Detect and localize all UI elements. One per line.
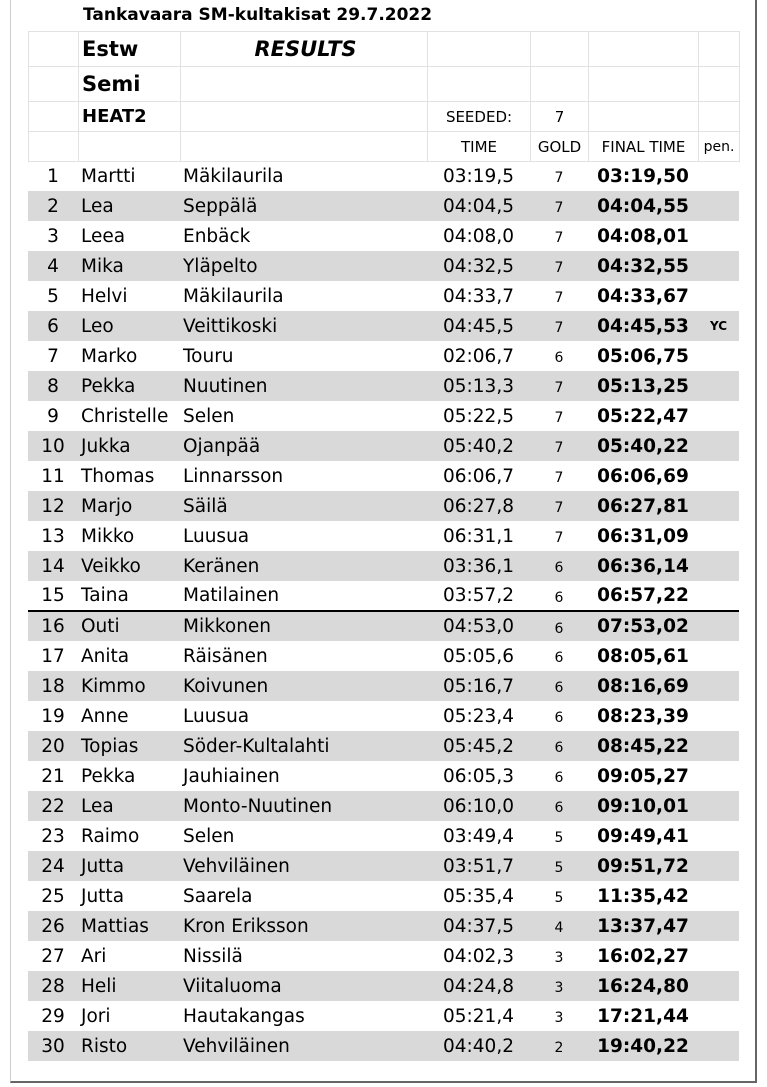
- place-cell: 15: [28, 581, 78, 611]
- first-name-cell: Martti: [81, 165, 136, 187]
- seeded-value: 7: [531, 102, 589, 132]
- category-label: Estw: [79, 32, 181, 67]
- first-name-cell: Mikko: [81, 525, 135, 547]
- last-name-cell: Touru: [183, 345, 234, 367]
- header-cell: [589, 67, 699, 102]
- place-cell: 13: [41, 525, 65, 547]
- place-cell: 14: [28, 551, 78, 581]
- header-cell: [589, 32, 699, 67]
- last-name-cell: Keränen: [180, 551, 427, 581]
- final-time-cell: 03:19,50: [597, 165, 689, 187]
- last-name-cell: Jauhiainen: [183, 765, 280, 787]
- first-name-cell: Pekka: [78, 371, 180, 401]
- gold-cell: 6: [554, 350, 564, 366]
- table-row: [28, 371, 739, 401]
- final-time-cell: 11:35,42: [597, 885, 689, 907]
- table-row: [28, 941, 739, 971]
- place-cell: 5: [47, 285, 59, 307]
- place-cell: 21: [41, 765, 65, 787]
- penalty-cell: YC: [698, 311, 739, 341]
- header-cell: [29, 132, 79, 162]
- table-row: [28, 821, 739, 851]
- header-cell: [531, 67, 589, 102]
- column-header-final-time: FINAL TIME: [589, 132, 699, 162]
- final-time-cell: 09:05,27: [597, 765, 689, 787]
- penalty-cell: [698, 221, 739, 251]
- place-cell: 28: [28, 971, 78, 1001]
- last-name-cell: Veittikoski: [180, 311, 427, 341]
- time-cell: 06:06,7: [443, 465, 514, 487]
- penalty-cell: [698, 521, 739, 551]
- first-name-cell: Marko: [81, 345, 138, 367]
- final-time-cell: 17:21,44: [597, 1005, 689, 1027]
- table-row: [28, 1031, 739, 1061]
- penalty-cell: [698, 401, 739, 431]
- table-row: [28, 251, 739, 281]
- header-cell: [699, 102, 740, 132]
- final-time-cell: 06:57,22: [588, 581, 698, 611]
- penalty-cell: [698, 911, 739, 941]
- table-row: [28, 281, 739, 311]
- place-cell: 12: [28, 491, 78, 521]
- place-cell: 24: [28, 851, 78, 881]
- first-name-cell: Mattias: [78, 911, 180, 941]
- penalty-cell: [698, 1001, 739, 1031]
- time-cell: 03:49,4: [443, 825, 514, 847]
- time-cell: 03:51,7: [427, 851, 530, 881]
- header-table: [28, 31, 740, 162]
- first-name-cell: Lea: [78, 791, 180, 821]
- gold-cell: 3: [554, 950, 564, 966]
- penalty-cell: [698, 641, 739, 671]
- seeded-label: SEEDED:: [428, 102, 531, 132]
- final-time-cell: 09:51,72: [588, 851, 698, 881]
- final-time-cell: 07:53,02: [588, 611, 698, 641]
- penalty-cell: [698, 941, 739, 971]
- time-cell: 02:06,7: [443, 345, 514, 367]
- last-name-cell: Selen: [183, 405, 235, 427]
- first-name-cell: Leea: [81, 225, 126, 247]
- time-cell: 04:53,0: [427, 611, 530, 641]
- last-name-cell: Matilainen: [180, 581, 427, 611]
- gold-cell: 7: [554, 290, 564, 306]
- table-row: [28, 761, 739, 791]
- gold-cell: 6: [554, 650, 564, 666]
- final-time-cell: 16:24,80: [588, 971, 698, 1001]
- last-name-cell: Selen: [183, 825, 235, 847]
- table-row: [28, 881, 739, 911]
- table-row: [28, 311, 739, 341]
- gold-cell: 7: [530, 191, 588, 221]
- first-name-cell: Leo: [78, 311, 180, 341]
- penalty-cell: [698, 851, 739, 881]
- first-name-cell: Pekka: [81, 765, 136, 787]
- penalty-cell: [698, 281, 739, 311]
- first-name-cell: Kimmo: [78, 671, 180, 701]
- final-time-cell: 05:40,22: [588, 431, 698, 461]
- gold-cell: 7: [530, 431, 588, 461]
- place-cell: 6: [28, 311, 78, 341]
- time-cell: 04:04,5: [427, 191, 530, 221]
- last-name-cell: Ojanpää: [180, 431, 427, 461]
- final-time-cell: 13:37,47: [588, 911, 698, 941]
- column-header-time: TIME: [428, 132, 531, 162]
- penalty-cell: [698, 371, 739, 401]
- gold-cell: 7: [530, 251, 588, 281]
- gold-cell: 6: [530, 731, 588, 761]
- first-name-cell: Raimo: [81, 825, 140, 847]
- final-time-cell: 19:40,22: [588, 1031, 698, 1061]
- first-name-cell: Risto: [78, 1031, 180, 1061]
- final-time-cell: 06:06,69: [597, 465, 689, 487]
- penalty-cell: [698, 581, 739, 611]
- gold-cell: 6: [530, 611, 588, 641]
- table-row: [28, 341, 739, 371]
- round-label: Semi: [79, 67, 181, 102]
- first-name-cell: Lea: [78, 191, 180, 221]
- table-row: [28, 191, 739, 221]
- table-row: [28, 731, 739, 761]
- penalty-cell: [698, 191, 739, 221]
- final-time-cell: 04:32,55: [588, 251, 698, 281]
- place-cell: 4: [28, 251, 78, 281]
- gold-cell: 7: [554, 470, 564, 486]
- first-name-cell: Anita: [81, 645, 130, 667]
- time-cell: 05:35,4: [443, 885, 514, 907]
- time-cell: 04:08,0: [443, 225, 514, 247]
- place-cell: 16: [28, 611, 78, 641]
- first-name-cell: Veikko: [78, 551, 180, 581]
- last-name-cell: Mikkonen: [180, 611, 427, 641]
- time-cell: 05:21,4: [443, 1005, 514, 1027]
- column-header-gold: GOLD: [531, 132, 589, 162]
- gold-cell: 5: [530, 851, 588, 881]
- first-name-cell: Christelle: [81, 405, 169, 427]
- penalty-cell: [698, 461, 739, 491]
- penalty-cell: [698, 881, 739, 911]
- final-time-cell: 04:45,53: [588, 311, 698, 341]
- penalty-cell: [698, 611, 739, 641]
- first-name-cell: Taina: [78, 581, 180, 611]
- last-name-cell: Luusua: [183, 705, 250, 727]
- gold-cell: 6: [530, 791, 588, 821]
- last-name-cell: Nissilä: [183, 945, 243, 967]
- final-time-cell: 08:45,22: [588, 731, 698, 761]
- time-cell: 06:10,0: [427, 791, 530, 821]
- page-title: Tankavaara SM-kultakisat 29.7.2022: [83, 5, 433, 25]
- table-row: [28, 791, 739, 821]
- place-cell: 7: [47, 345, 59, 367]
- penalty-cell: [698, 971, 739, 1001]
- header-cell: [181, 67, 428, 102]
- final-time-cell: 06:27,81: [588, 491, 698, 521]
- time-cell: 05:13,3: [427, 371, 530, 401]
- table-row: [28, 161, 739, 191]
- gold-cell: 2: [530, 1031, 588, 1061]
- penalty-cell: [698, 431, 739, 461]
- header-cell: [29, 67, 79, 102]
- last-name-cell: Vehviläinen: [180, 1031, 427, 1061]
- last-name-cell: Viitaluoma: [180, 971, 427, 1001]
- table-row: [28, 671, 739, 701]
- place-cell: 3: [47, 225, 59, 247]
- table-row: [28, 401, 739, 431]
- place-cell: 30: [28, 1031, 78, 1061]
- time-cell: 04:33,7: [443, 285, 514, 307]
- gold-cell: 6: [530, 581, 588, 611]
- final-time-cell: 08:16,69: [588, 671, 698, 701]
- penalty-cell: [698, 251, 739, 281]
- place-cell: 18: [28, 671, 78, 701]
- first-name-cell: Jutta: [78, 851, 180, 881]
- place-cell: 17: [41, 645, 65, 667]
- place-cell: 20: [28, 731, 78, 761]
- time-cell: 04:37,5: [427, 911, 530, 941]
- time-cell: 04:32,5: [427, 251, 530, 281]
- penalty-cell: [698, 161, 739, 191]
- gold-cell: 5: [554, 890, 564, 906]
- header-cell: [428, 67, 531, 102]
- header-cell: [589, 102, 699, 132]
- first-name-cell: Topias: [78, 731, 180, 761]
- last-name-cell: Saarela: [183, 885, 253, 907]
- table-row: [28, 1001, 739, 1031]
- first-name-cell: Mika: [78, 251, 180, 281]
- table-row: [28, 641, 739, 671]
- header-cell: [29, 102, 79, 132]
- time-cell: 04:45,5: [427, 311, 530, 341]
- place-cell: 29: [41, 1005, 65, 1027]
- first-name-cell: Anne: [81, 705, 129, 727]
- time-cell: 04:40,2: [427, 1031, 530, 1061]
- first-name-cell: Jutta: [81, 885, 125, 907]
- first-name-cell: Heli: [78, 971, 180, 1001]
- time-cell: 06:31,1: [443, 525, 514, 547]
- last-name-cell: Linnarsson: [183, 465, 284, 487]
- final-time-cell: 09:49,41: [597, 825, 689, 847]
- last-name-cell: Söder-Kultalahti: [180, 731, 427, 761]
- gold-cell: 6: [554, 710, 564, 726]
- time-cell: 06:05,3: [443, 765, 514, 787]
- table-row: [28, 851, 739, 881]
- place-cell: 2: [28, 191, 78, 221]
- last-name-cell: Kron Eriksson: [180, 911, 427, 941]
- header-cell: [181, 132, 428, 162]
- final-time-cell: 08:23,39: [597, 705, 689, 727]
- first-name-cell: Ari: [81, 945, 107, 967]
- final-time-cell: 05:06,75: [597, 345, 689, 367]
- gold-cell: 7: [554, 170, 564, 186]
- table-row: [28, 611, 739, 641]
- place-cell: 1: [47, 165, 59, 187]
- table-row: [28, 491, 739, 521]
- time-cell: 04:02,3: [443, 945, 514, 967]
- header-cell: [699, 32, 740, 67]
- last-name-cell: Seppälä: [180, 191, 427, 221]
- time-cell: 03:36,1: [427, 551, 530, 581]
- table-row: [28, 971, 739, 1001]
- last-name-cell: Monto-Nuutinen: [180, 791, 427, 821]
- time-cell: 05:05,6: [443, 645, 514, 667]
- table-row: [28, 221, 739, 251]
- table-row: [28, 701, 739, 731]
- gold-cell: 7: [530, 491, 588, 521]
- final-time-cell: 09:10,01: [588, 791, 698, 821]
- gold-cell: 7: [554, 230, 564, 246]
- final-time-cell: 04:08,01: [597, 225, 689, 247]
- final-time-cell: 08:05,61: [597, 645, 689, 667]
- gold-cell: 6: [530, 551, 588, 581]
- column-header-penalty: pen.: [699, 132, 740, 162]
- gold-cell: 6: [530, 671, 588, 701]
- last-name-cell: Säilä: [180, 491, 427, 521]
- final-time-cell: 16:02,27: [597, 945, 689, 967]
- last-name-cell: Luusua: [183, 525, 250, 547]
- first-name-cell: Outi: [78, 611, 180, 641]
- time-cell: 03:57,2: [427, 581, 530, 611]
- first-name-cell: Jori: [81, 1005, 111, 1027]
- penalty-cell: [698, 731, 739, 761]
- penalty-cell: [698, 341, 739, 371]
- table-row: [28, 521, 739, 551]
- gold-cell: 7: [530, 371, 588, 401]
- time-cell: 06:27,8: [427, 491, 530, 521]
- header-cell: [181, 102, 428, 132]
- time-cell: 05:22,5: [443, 405, 514, 427]
- place-cell: 9: [47, 405, 59, 427]
- penalty-cell: [698, 1031, 739, 1061]
- header-cell: [531, 32, 589, 67]
- last-name-cell: Enbäck: [183, 225, 251, 247]
- place-cell: 19: [41, 705, 65, 727]
- results-table: [28, 161, 739, 1061]
- gold-cell: 3: [554, 1010, 564, 1026]
- header-cell: [79, 132, 181, 162]
- time-cell: 05:40,2: [427, 431, 530, 461]
- gold-cell: 7: [554, 530, 564, 546]
- place-cell: 23: [41, 825, 65, 847]
- last-name-cell: Räisänen: [183, 645, 268, 667]
- table-row: [28, 461, 739, 491]
- penalty-cell: [698, 491, 739, 521]
- final-time-cell: 04:33,67: [597, 285, 689, 307]
- final-time-cell: 05:13,25: [588, 371, 698, 401]
- time-cell: 05:45,2: [427, 731, 530, 761]
- time-cell: 05:16,7: [427, 671, 530, 701]
- last-name-cell: Mäkilaurila: [183, 165, 284, 187]
- heat-label: HEAT2: [79, 102, 181, 132]
- table-row: [28, 581, 739, 611]
- final-time-cell: 04:04,55: [588, 191, 698, 221]
- gold-cell: 3: [530, 971, 588, 1001]
- header-cell: [29, 32, 79, 67]
- penalty-cell: [698, 821, 739, 851]
- place-cell: 26: [28, 911, 78, 941]
- penalty-cell: [698, 551, 739, 581]
- final-time-cell: 06:31,09: [597, 525, 689, 547]
- time-cell: 03:19,5: [443, 165, 514, 187]
- last-name-cell: Vehviläinen: [180, 851, 427, 881]
- gold-cell: 4: [530, 911, 588, 941]
- penalty-cell: [698, 791, 739, 821]
- gold-cell: 6: [554, 770, 564, 786]
- place-cell: 10: [28, 431, 78, 461]
- last-name-cell: Hautakangas: [183, 1005, 305, 1027]
- place-cell: 8: [28, 371, 78, 401]
- place-cell: 11: [41, 465, 65, 487]
- results-label: RESULTS: [181, 32, 428, 67]
- first-name-cell: Jukka: [78, 431, 180, 461]
- gold-cell: 7: [554, 410, 564, 426]
- last-name-cell: Nuutinen: [180, 371, 427, 401]
- gold-cell: 5: [554, 830, 564, 846]
- final-time-cell: 05:22,47: [597, 405, 689, 427]
- first-name-cell: Helvi: [81, 285, 128, 307]
- first-name-cell: Thomas: [81, 465, 155, 487]
- time-cell: 04:24,8: [427, 971, 530, 1001]
- first-name-cell: Marjo: [78, 491, 180, 521]
- time-cell: 05:23,4: [443, 705, 514, 727]
- place-cell: 25: [41, 885, 65, 907]
- last-name-cell: Koivunen: [180, 671, 427, 701]
- table-row: [28, 431, 739, 461]
- last-name-cell: Yläpelto: [180, 251, 427, 281]
- final-time-cell: 06:36,14: [588, 551, 698, 581]
- gold-cell: 7: [530, 311, 588, 341]
- header-cell: [428, 32, 531, 67]
- penalty-cell: [698, 761, 739, 791]
- table-row: [28, 911, 739, 941]
- table-row: [28, 551, 739, 581]
- last-name-cell: Mäkilaurila: [183, 285, 284, 307]
- place-cell: 22: [28, 791, 78, 821]
- penalty-cell: [698, 701, 739, 731]
- penalty-cell: [698, 671, 739, 701]
- place-cell: 27: [41, 945, 65, 967]
- header-cell: [699, 67, 740, 102]
